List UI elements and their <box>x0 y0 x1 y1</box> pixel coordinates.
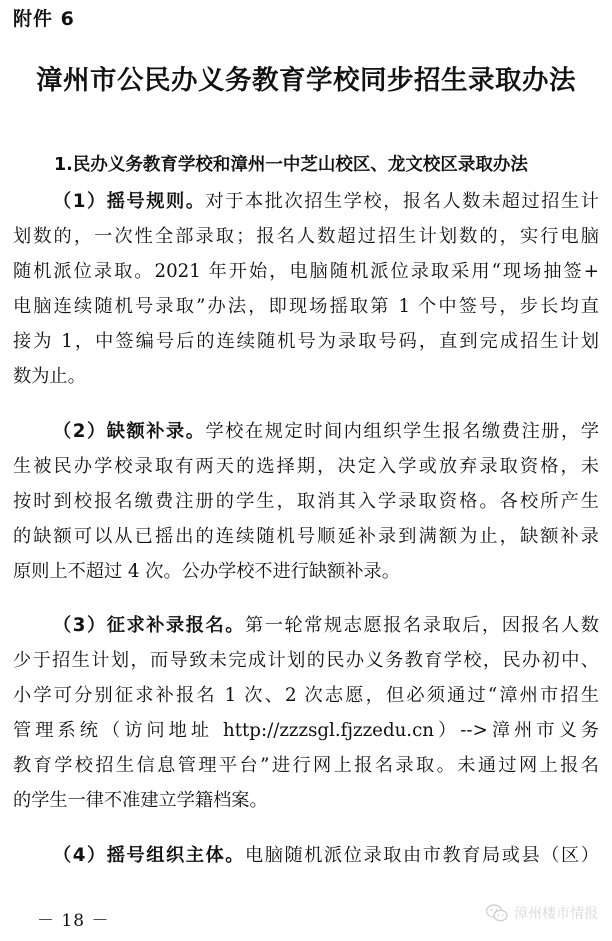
text-line: （1）摇号规则。对于本批次招生学校，报名人数未超过招生计 <box>53 191 599 212</box>
document-title: 漳州市公民办义务教育学校同步招生录取办法 <box>36 65 576 96</box>
text-line: 的学生一律不准建立学籍档案。 <box>13 790 268 811</box>
text-line: 小学可分别征求补报名 1 次、2 次志愿，但必须通过“漳州市招生 <box>13 685 599 706</box>
paragraph-vacancy-supplement <box>13 414 599 589</box>
text-line: 生被民办学校录取有两天的选择期，决定入学或放弃录取资格，未 <box>13 456 599 477</box>
watermark-text: 漳州楼市情报 <box>514 906 598 922</box>
text-line: 管理系统（访问地址 http://zzzsgl.fjzzedu.cn）-->漳州市义务 <box>13 720 599 741</box>
text-line: （4）摇号组织主体。电脑随机派位录取由市教育局或县（区） <box>53 845 599 866</box>
text-line: （3）征求补录报名。第一轮常规志愿报名录取后，因报名人数 <box>53 615 599 636</box>
paragraph-lottery-rules <box>13 184 599 394</box>
text-line: 接为 1，中签编号后的连续随机号为录取号码，直到完成招生计划 <box>13 331 599 352</box>
paragraph-lead: （2）缺额补录。 <box>53 421 206 442</box>
text-line: 数为止。 <box>13 366 86 387</box>
paragraph-lead: （1）摇号规则。 <box>53 191 206 212</box>
paragraph-supplementary-registration <box>13 608 599 818</box>
page-number: － 18 － <box>37 911 110 931</box>
wechat-icon <box>486 904 508 922</box>
text-line: 划数的，一次性全部录取；报名人数超过招生计划数的，实行电脑 <box>13 226 599 247</box>
watermark <box>486 903 598 923</box>
paragraph-lead: （3）征求补录报名。 <box>53 615 245 636</box>
text-line: 按时到校报名缴费注册的学生，取消其入学录取资格。各校所产生 <box>13 491 599 512</box>
attachment-label: 附件 6 <box>13 8 75 30</box>
paragraph-lead: （4）摇号组织主体。 <box>53 845 245 866</box>
text-line: 的缺额可以从已摇出的连续随机号顺延补录到满额为止，缺额补录 <box>13 526 599 547</box>
text-line: 原则上不超过 4 次。公办学校不进行缺额补录。 <box>13 561 400 582</box>
text-line: （2）缺额补录。学校在规定时间内组织学生报名缴费注册，学 <box>53 421 599 442</box>
section-heading: 1.民办义务教育学校和漳州一中芝山校区、龙文校区录取办法 <box>54 155 528 175</box>
paragraph-lottery-organizer <box>13 838 599 873</box>
text-line: 教育学校招生信息管理平台”进行网上报名录取。未通过网上报名 <box>13 755 599 776</box>
text-line: 电脑连续随机号录取”办法，即现场摇取第 1 个中签号，步长均直 <box>13 296 599 317</box>
text-line: 少于招生计划，而导致未完成计划的民办义务教育学校，民办初中、 <box>13 650 599 671</box>
text-line: 随机派位录取。2021 年开始，电脑随机派位录取采用“现场抽签+ <box>13 261 599 282</box>
